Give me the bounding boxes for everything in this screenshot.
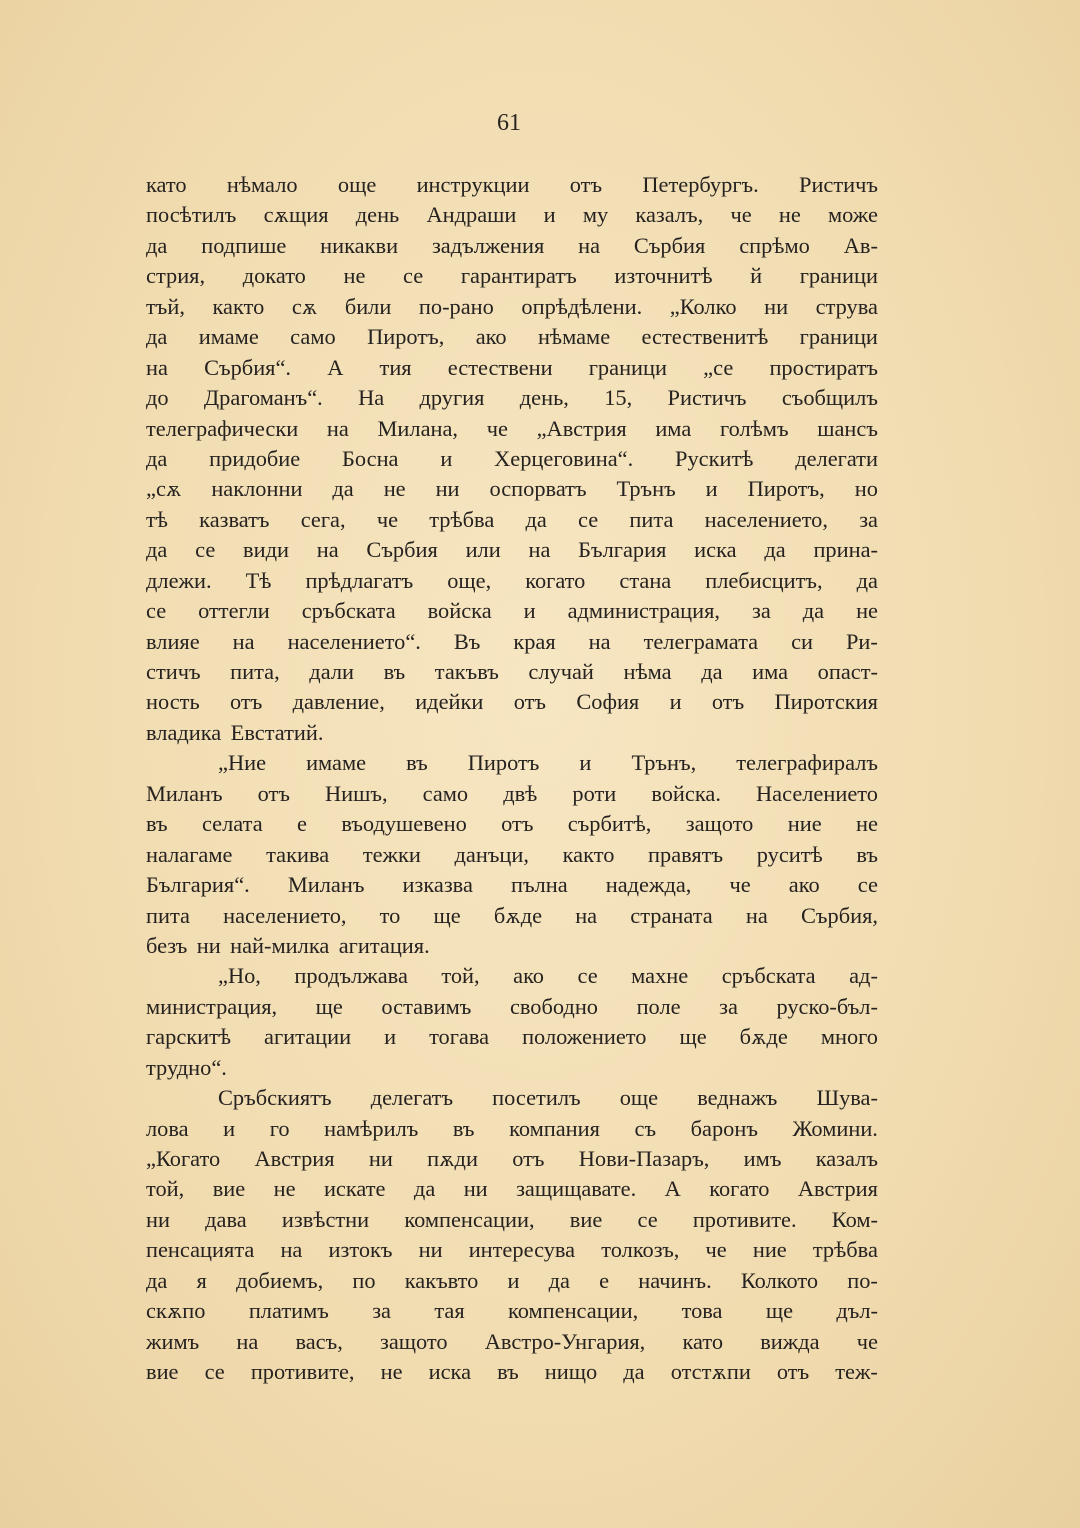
text-line: като нѣмало още инструкции отъ Петербургъ. Ристичъ	[146, 172, 878, 197]
text-line: да имаме само Пиротъ, ако нѣмаме естественитѣ граници	[146, 324, 878, 350]
text-line: се оттегли сръбската войска и администрация, за да не	[146, 598, 878, 624]
text-line: ни дава извѣстни компенсации, вие се противите. Ком-	[146, 1206, 878, 1232]
text-line: да я добиемъ, по какъвто и да е начинъ. Колкото по-	[146, 1267, 878, 1293]
text-line: Сръбскиятъ делегатъ посетилъ още веднажъ Шува-	[218, 1085, 878, 1111]
text-line: въ селата е въодушевено отъ сърбитѣ, защото ние не	[146, 811, 878, 837]
text-line: „сѫ наклонни да не ни оспорватъ Трънъ и Пиротъ, но	[146, 476, 878, 502]
text-line: телеграфически на Милана, че „Австрия има голѣмъ шансъ	[146, 415, 878, 441]
body-text	[146, 170, 878, 1388]
text-line: лова и го намѣрилъ въ компания съ баронъ Жомини.	[146, 1115, 878, 1141]
text-line: тъй, както сѫ били по-рано опрѣдѣлени. „Колко ни струва	[146, 293, 878, 319]
text-line: „Но, продължава той, ако се махне сръбската ад-	[218, 963, 878, 989]
page-number: 61	[497, 110, 521, 136]
text-line: той, вие не искате да ни защищавате. А когато Австрия	[146, 1176, 878, 1202]
text-line: ность отъ давление, идейки отъ София и отъ Пиротския	[146, 689, 878, 715]
text-line: да се види на Сърбия или на България иска да прина-	[146, 537, 878, 563]
text-line: длежи. Тѣ прѣдлагатъ още, когато стана плебисцитъ, да	[146, 567, 878, 593]
text-line: тѣ казватъ сега, че трѣбва да се пита населението, за	[146, 506, 878, 532]
text-line: трудно“.	[146, 1054, 227, 1080]
text-line: стрия, докато не се гарантиратъ източнитѣ й граници	[146, 263, 878, 289]
text-line: пита населението, то ще бѫде на страната на Сърбия,	[146, 902, 878, 928]
text-line: безъ ни най-милка агитация.	[146, 932, 430, 958]
text-line: скѫпо платимъ за тая компенсации, това ще дъл-	[146, 1298, 878, 1324]
text-line: на Сърбия“. А тия естествени граници „се простиратъ	[146, 354, 878, 380]
text-line: вие се противите, не иска въ нищо да отстѫпи отъ теж-	[146, 1359, 878, 1385]
text-line: „Когато Австрия ни пѫди отъ Нови-Пазаръ, имъ казалъ	[146, 1146, 878, 1171]
text-line: посѣтилъ сѫщия день Андраши и му казалъ, че не може	[146, 202, 878, 228]
text-line: „Ние имаме въ Пиротъ и Трънъ, телеграфиралъ	[218, 750, 878, 776]
text-line: налагаме такива тежки данъци, както правятъ руситѣ въ	[146, 841, 878, 867]
text-line: влияе на населението“. Въ края на телеграмата си Ри-	[146, 628, 878, 654]
text-line: министрация, ще оставимъ свободно поле за руско-бъл-	[146, 993, 878, 1019]
text-line: владика Евстатий.	[146, 719, 324, 745]
text-line: да придобие Босна и Херцеговина“. Рускитѣ делегати	[146, 445, 878, 471]
text-line: жимъ на васъ, защото Австро-Унгария, като вижда че	[146, 1328, 878, 1354]
text-line: стичъ пита, дали въ такъвъ случай нѣма да има опаст-	[146, 659, 878, 684]
text-line: до Драгоманъ“. На другия день, 15, Ристичъ съобщилъ	[146, 385, 878, 411]
text-line: гарскитѣ агитации и тогава положението ще бѫде много	[146, 1024, 878, 1050]
text-line: пенсацията на изтокъ ни интересува толкозъ, че ние трѣбва	[146, 1237, 878, 1263]
text-line: България“. Миланъ изказва пълна надежда, че ако се	[146, 872, 878, 898]
text-line: да подпише никакви задължения на Сърбия спрѣмо Ав-	[146, 232, 878, 258]
text-line: Миланъ отъ Нишъ, само двѣ роти войска. Населението	[146, 780, 878, 806]
